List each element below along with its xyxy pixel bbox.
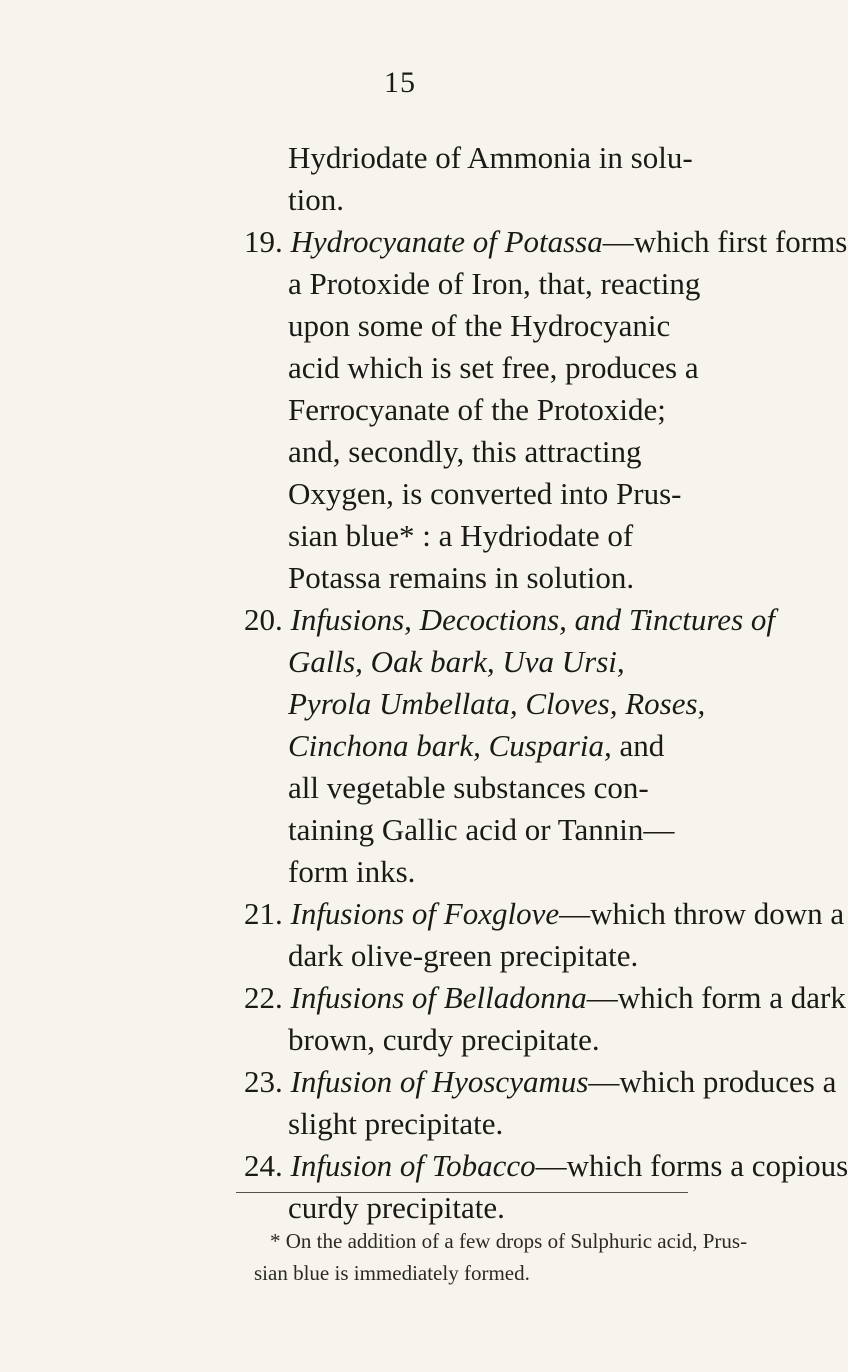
footnote-line: sian blue is immediately formed. <box>254 1261 530 1285</box>
entry-number: 24. <box>244 1148 283 1183</box>
text-line: Hydriodate of Ammonia in solu- <box>288 140 693 175</box>
footnote-line: * On the addition of a few drops of Sulphuric acid, Prus- <box>270 1229 748 1253</box>
entry-22 <box>244 978 846 1018</box>
text-line: Ferrocyanate of the Protoxide; <box>288 392 666 427</box>
text-line: Oxygen, is converted into Prus- <box>288 476 682 511</box>
text-line: form inks. <box>288 854 416 889</box>
text-line: and, secondly, this attracting <box>288 434 642 469</box>
entry-23 <box>244 1062 836 1102</box>
text-line: all vegetable substances con- <box>288 770 649 805</box>
text-italic: Cinchona bark, Cusparia, <box>288 728 612 763</box>
entry-number: 22. <box>244 980 283 1015</box>
entry-24 <box>244 1146 848 1186</box>
text-line: taining Gallic acid or Tannin— <box>288 812 675 847</box>
entry-text: —which form a dark <box>586 980 846 1015</box>
text-line: acid which is set free, produces a <box>288 350 699 385</box>
entry-text: —which produces a <box>588 1064 837 1099</box>
text-line: a Protoxide of Iron, that, reacting <box>288 266 701 301</box>
entry-20 <box>244 600 775 640</box>
text-line: upon some of the Hydrocyanic <box>288 308 671 343</box>
text-line: slight precipitate. <box>288 1106 504 1141</box>
text-plain: and <box>611 728 665 763</box>
entry-title: Infusions of Foxglove <box>290 896 560 931</box>
entry-number: 19. <box>244 224 283 259</box>
entry-text: —which throw down a <box>559 896 845 931</box>
entry-title: Hydrocyanate of Potassa <box>290 224 603 259</box>
entry-title: Infusion of Tobacco <box>290 1148 536 1183</box>
page-number: 15 <box>384 66 416 99</box>
text-line: Pyrola Umbellata, Cloves, Roses, <box>288 686 706 721</box>
entry-title: Infusions, Decoctions, and Tinctures of <box>290 602 775 637</box>
entry-21 <box>244 894 844 934</box>
text-line: dark olive-green precipitate. <box>288 938 639 973</box>
entry-number: 21. <box>244 896 283 931</box>
entry-title: Infusions of Belladonna <box>290 980 587 1015</box>
text-line <box>288 726 664 766</box>
text-line: brown, curdy precipitate. <box>288 1022 600 1057</box>
entry-text: —which first forms <box>602 224 848 259</box>
entry-title: Infusion of Hyoscyamus <box>290 1064 589 1099</box>
text-line: tion. <box>288 182 344 217</box>
text-line: sian blue* : a Hydriodate of <box>288 518 634 553</box>
text-line: curdy precipitate. <box>288 1190 505 1225</box>
entry-text: —which forms a copious <box>535 1148 848 1183</box>
text-line: Galls, Oak bark, Uva Ursi, <box>288 644 625 679</box>
entry-19 <box>244 222 847 262</box>
footnote-divider <box>236 1192 688 1193</box>
text-line: Potassa remains in solution. <box>288 560 635 595</box>
entry-number: 23. <box>244 1064 283 1099</box>
entry-number: 20. <box>244 602 283 637</box>
